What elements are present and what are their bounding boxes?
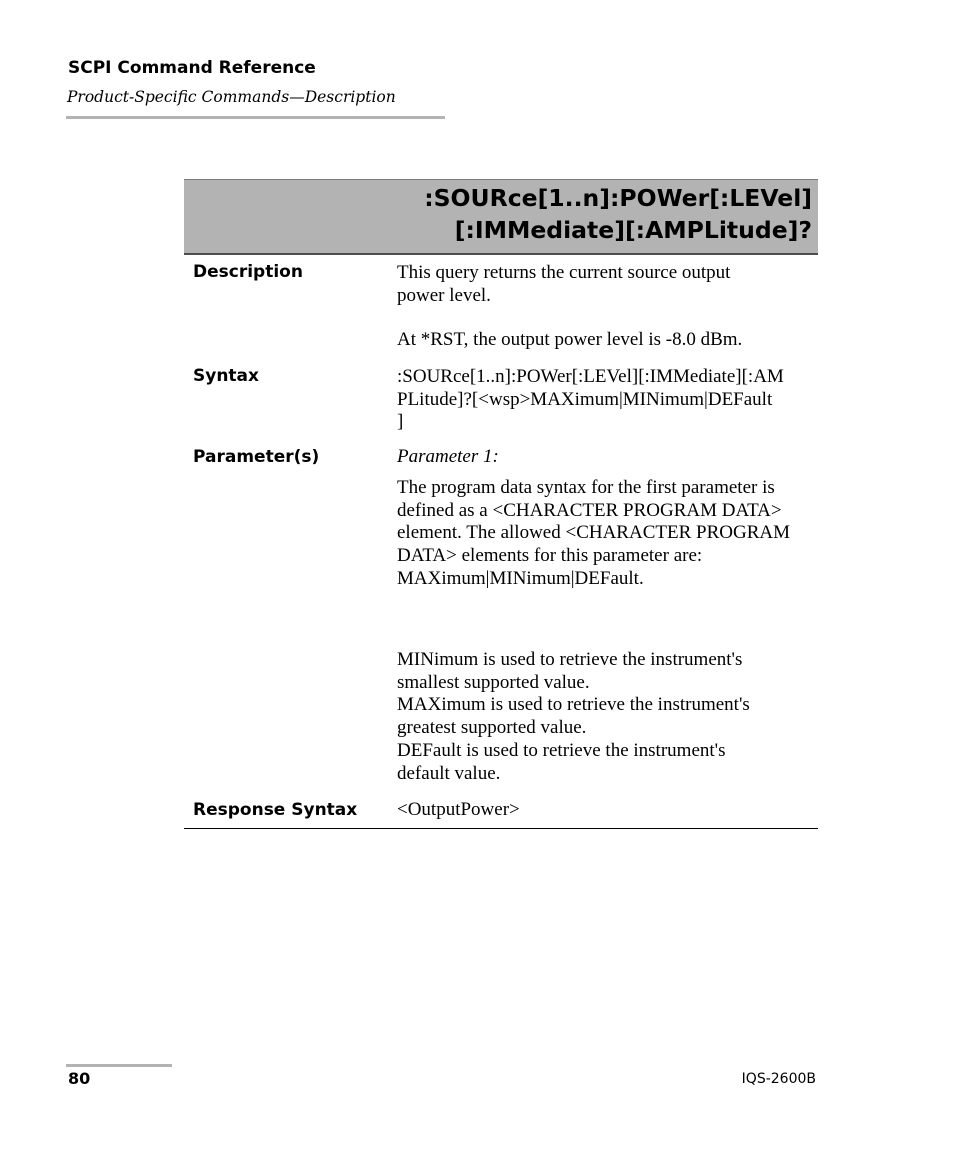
- parameter-line: MINimum is used to retrieve the instrument's: [397, 649, 743, 670]
- parameter-line: element. The allowed <CHARACTER PROGRAM: [397, 522, 790, 544]
- parameter-1-definition: [397, 477, 817, 591]
- parameter-line: The program data syntax for the first parameter is: [397, 477, 775, 498]
- parameter-line: smallest supported value.: [397, 671, 590, 693]
- syntax-line: PLitude]?[<wsp>MAXimum|MINimum|DEFault: [397, 388, 773, 410]
- parameter-line: defined as a <CHARACTER PROGRAM DATA>: [397, 499, 782, 521]
- response-syntax-label: Response Syntax: [193, 800, 358, 820]
- syntax-label: Syntax: [193, 366, 259, 386]
- header-divider: [66, 116, 445, 119]
- syntax-text: [397, 366, 817, 434]
- page-number: 80: [68, 1069, 91, 1088]
- table-bottom-rule: [184, 828, 818, 829]
- parameter-1-values: [397, 649, 817, 785]
- parameter-line: MAXimum is used to retrieve the instrument's: [397, 694, 750, 716]
- description-line: This query returns the current source output: [397, 262, 731, 283]
- syntax-line: ]: [397, 411, 404, 433]
- section-subtitle: Product-Specific Commands—Description: [67, 88, 396, 106]
- parameter-line: greatest supported value.: [397, 717, 587, 739]
- syntax-line: :SOURce[1..n]:POWer[:LEVel][:IMMediate][:AM: [397, 366, 784, 387]
- command-title-line-2: [:IMMediate][:AMPLitude]?: [454, 216, 812, 244]
- section-title: SCPI Command Reference: [68, 58, 316, 78]
- parameter-line: DEFault is used to retrieve the instrument's: [397, 739, 726, 761]
- description-rst-note: At *RST, the output power level is -8.0 dBm.: [397, 329, 743, 350]
- description-label: Description: [193, 262, 303, 282]
- description-text: [397, 262, 817, 307]
- parameter-line: DATA> elements for this parameter are:: [397, 545, 703, 567]
- footer-divider: [66, 1064, 172, 1067]
- command-title-box: [184, 179, 818, 255]
- parameter-line: default value.: [397, 762, 501, 784]
- product-name: IQS-2600B: [741, 1071, 816, 1087]
- response-syntax-value: <OutputPower>: [397, 799, 520, 820]
- command-title-line-1: :SOURce[1..n]:POWer[:LEVel]: [424, 184, 812, 212]
- parameter-1-heading: Parameter 1:: [397, 446, 499, 467]
- parameters-label: Parameter(s): [193, 447, 320, 467]
- parameter-line: MAXimum|MINimum|DEFault.: [397, 567, 644, 589]
- description-line: power level.: [397, 284, 491, 306]
